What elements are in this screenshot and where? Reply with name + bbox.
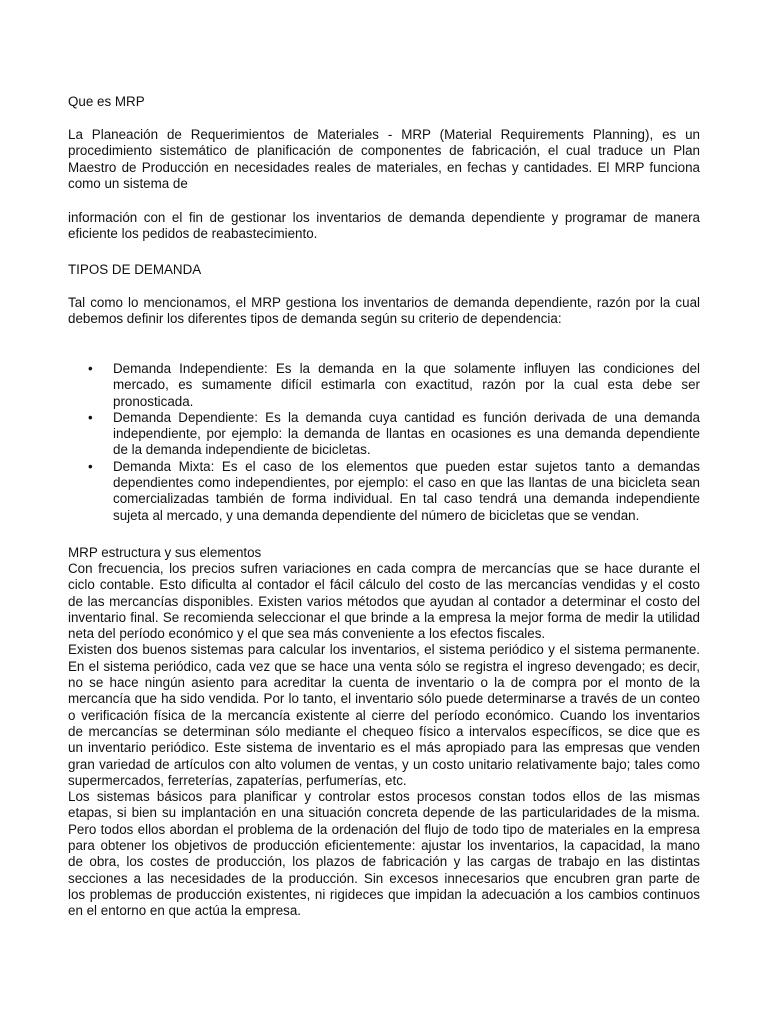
body-line: ciclo contable. Esto dificulta al contador el fácil cálculo del costo de las mercancías vendidas y el costo <box>68 577 700 593</box>
body-line: etapas, si bien su implantación en una situación concreta depende de las particularidades de la misma. <box>68 805 700 821</box>
body-line: Existen dos buenos sistemas para calcular los inventarios, el sistema periódico y el sistema permanente. <box>68 642 700 658</box>
estructura-heading: MRP estructura y sus elementos <box>68 545 262 560</box>
list-item-line: de la demanda independiente de bicicletas. <box>113 442 371 458</box>
list-item-line: comercializadas también de forma individual. En tal caso tendrá una demanda independiente <box>113 491 700 507</box>
body-line: Con frecuencia, los precios sufren variaciones en cada compra de mercancías que se hace durante el <box>68 561 700 576</box>
body-line: En el sistema periódico, cada vez que se hace una venta sólo se registra el ingreso devengado; es decir, <box>68 658 700 674</box>
body-line: de mercancías se determinan sólo mediante el chequeo físico a intervalos específicos, se dice que es <box>68 723 700 739</box>
bullet-icon: • <box>88 409 93 425</box>
estructura-paragraphs <box>68 561 700 920</box>
list-item-line: independiente, por ejemplo: la demanda de llantas en ocasiones es una demanda dependiente <box>113 426 700 442</box>
body-line: neta del período económico y el que sea más conveniente a los efectos fiscales. <box>68 626 546 642</box>
intro-line: Maestro de Producción en necesidades reales de materiales, en fechas y cantidades. El MRP funciona <box>68 159 700 175</box>
list-item <box>68 459 700 524</box>
body-line: no se hace ningún asiento para acreditar la cuenta de inventario o la de compra por el monto de la <box>68 675 700 691</box>
body-line: o verificación física de la mercancía existente al cierre del período económico. Cuando los inventarios <box>68 707 700 723</box>
tipos-intro-line: Tal como lo mencionamos, el MRP gestiona los inventarios de demanda dependiente, razón por la cual <box>68 295 700 310</box>
body-line: supermercados, ferreterías, zapaterías, perfumerías, etc. <box>68 772 407 788</box>
list-item-line: dependientes como independientes, por ejemplo: el caso en que las llantas de una bicicleta sean <box>113 475 700 491</box>
list-item-line: Demanda Mixta: Es el caso de los elementos que pueden estar sujetos tanto a demandas <box>113 458 700 474</box>
intro2-line: información con el fin de gestionar los inventarios de demanda dependiente y programar de manera <box>68 210 700 225</box>
body-line: los problemas de producción existentes, ni rigideces que impidan la adecuación a los cambios continuos <box>68 886 700 902</box>
body-line: Los sistemas básicos para planificar y controlar estos procesos constan todos ellos de las mismas <box>68 789 700 805</box>
intro2-line: eficiente los pedidos de reabastecimiento. <box>68 226 318 242</box>
list-item-line: sujeta al mercado, y una demanda dependiente del número de bicicletas que se vendan. <box>113 507 640 523</box>
bullet-icon: • <box>88 361 93 376</box>
intro-paragraph <box>68 127 700 192</box>
intro-line: como un sistema de <box>68 175 188 191</box>
list-item <box>68 410 700 459</box>
body-line: Pero todos ellos abordan el problema de la ordenación del flujo de todo tipo de materiales en la empresa <box>68 821 700 837</box>
body-line: de obra, los costes de producción, los plazos de fabricación y las cargas de trabajo en las distintas <box>68 854 700 870</box>
body-line: en el entorno en que actúa la empresa. <box>68 903 302 919</box>
body-line: mercancía que ha sido vendida. Por lo tanto, el inventario sólo puede determinarse a través de un conteo <box>68 691 700 707</box>
list-item-line: mercado, es sumamente difícil estimarla con exactitud, razón por la cual esta debe ser <box>113 377 700 393</box>
body-line: para obtener los objetivos de producción eficientemente: ajustar los inventarios, la capacidad, la mano <box>68 838 700 854</box>
demand-types-list <box>68 361 700 524</box>
body-line: secciones a las necesidades de la producción. Sin excesos innecesarios que encubren gran parte de <box>68 870 700 886</box>
list-item-line: pronosticada. <box>113 393 194 409</box>
intro-continuation-paragraph <box>68 210 700 243</box>
tipos-intro-paragraph <box>68 295 700 328</box>
body-line: inventario final. Se recomienda seleccionar el que brinde a la empresa la mejor forma de medir la utilidad <box>68 609 700 625</box>
list-item-line: Demanda Dependiente: Es la demanda cuya cantidad es función derivada de una demanda <box>113 409 700 425</box>
list-item-line: Demanda Independiente: Es la demanda en la que solamente influyen las condiciones del <box>113 361 700 376</box>
page-title: Que es MRP <box>68 94 145 109</box>
body-line: un inventario periódico. Este sistema de inventario es el más apropiado para las empresas que venden <box>68 740 700 756</box>
intro-line: procedimiento sistemático de planificación de componentes de fabricación, el cual traduce un Plan <box>68 143 700 159</box>
body-line: gran variedad de artículos con alto volumen de ventas, y un costo unitario relativamente bajo; tales como <box>68 756 700 772</box>
intro-line: La Planeación de Requerimientos de Materiales - MRP (Material Requirements Planning), es un <box>68 127 700 142</box>
bullet-icon: • <box>88 458 93 474</box>
tipos-intro-line: debemos definir los diferentes tipos de demanda según su criterio de dependencia: <box>68 311 562 327</box>
tipos-heading: TIPOS DE DEMANDA <box>68 262 202 277</box>
list-item <box>68 361 700 410</box>
body-line: de las mercancías disponibles. Existen varios métodos que ayudan al contador a determinar el costo del <box>68 593 700 609</box>
